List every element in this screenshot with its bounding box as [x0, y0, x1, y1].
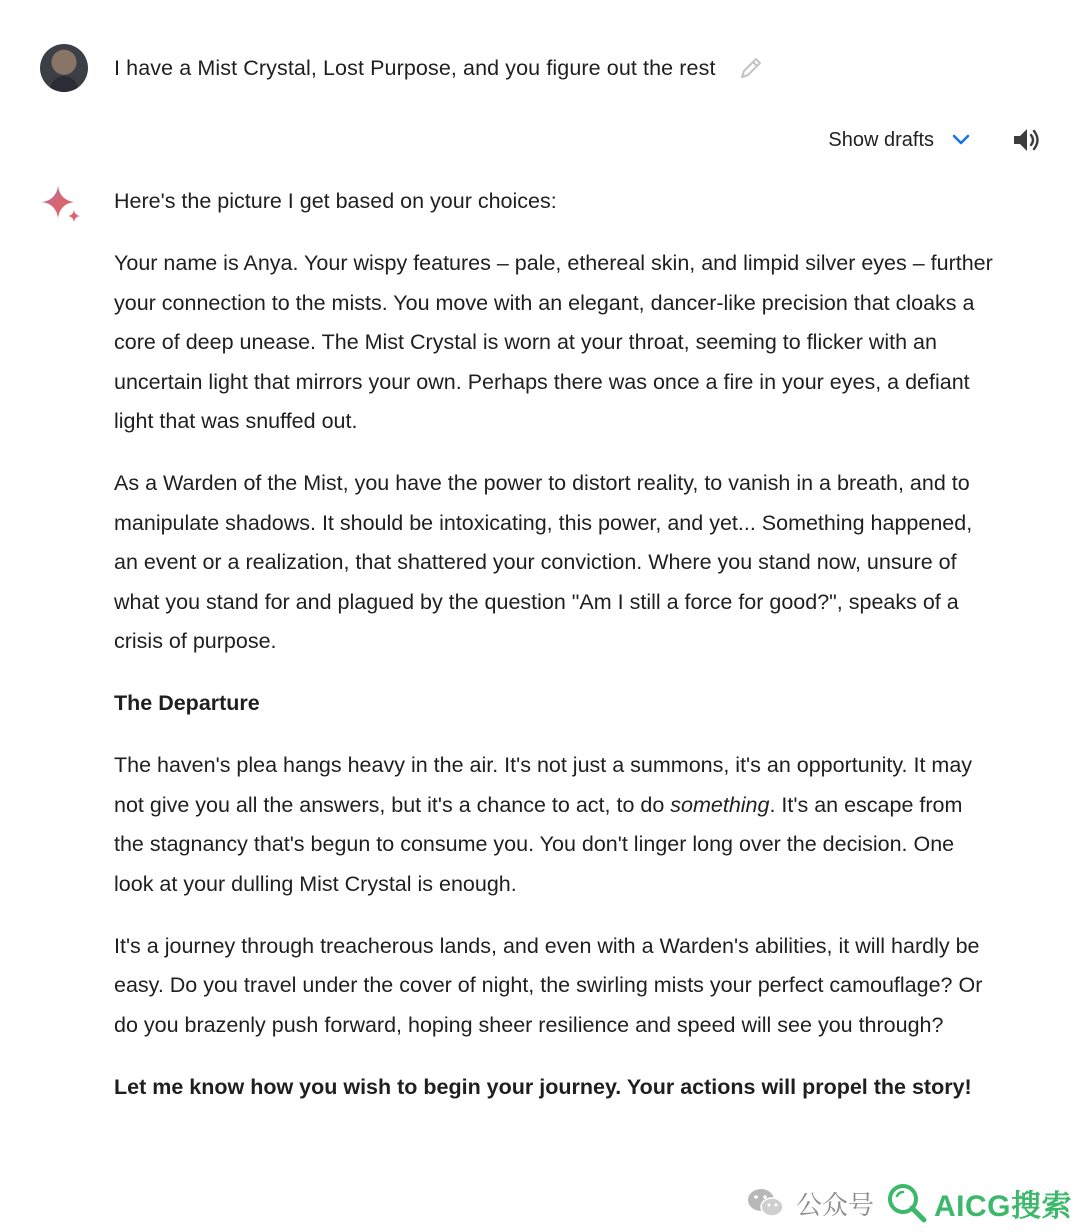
response-paragraph — [114, 746, 994, 904]
user-avatar[interactable] — [40, 44, 88, 92]
response-paragraph: Your name is Anya. Your wispy features – pale, ethereal skin, and limpid silver eyes – further your connection to the mists. You move with an elegant, dancer-like precision that cloaks a core of deep unease. The Mist Crystal is worn at your throat, seeming to flicker with an uncertain light that mirrors your own. Perhaps there was once a fire in your eyes, a defiant light that was snuffed out. — [114, 251, 993, 433]
show-drafts-button[interactable] — [828, 129, 972, 152]
show-drafts-label: Show drafts — [828, 128, 934, 151]
wechat-icon — [746, 1186, 786, 1220]
pencil-icon[interactable] — [736, 53, 766, 83]
user-prompt-text: I have a Mist Crystal, Lost Purpose, and you figure out the rest — [114, 55, 716, 80]
response-paragraph: As a Warden of the Mist, you have the power to distort reality, to vanish in a breath, and to manipulate shadows. It should be intoxicating, this power, and yet... Something happened, an event or a realization, that shattered your conviction. Where you stand now, unsure of what you stand for and plagued by the question "Am I still a force for good?", speaks of a crisis of purpose. — [114, 471, 973, 653]
paragraph-text: . It's an escape from the stagnancy that's begun to consume you. You don't linger long over the decision. One look at your dulling Mist Crystal is enough. — [114, 792, 963, 896]
gemini-sparkle-icon — [40, 184, 84, 228]
chevron-down-icon — [950, 129, 972, 151]
watermark-account-label: 公众号 — [795, 1189, 874, 1220]
response-closing: Let me know how you wish to begin your journey. Your actions will propel the story! — [114, 1074, 972, 1099]
paragraph-text: The haven's plea hangs heavy in the air. It's not just a summons, it's an opportunity. It may not give you all the answers, but it's a chance to act, to do — [114, 753, 973, 817]
watermark-brand: AICG搜索 — [934, 1190, 1072, 1223]
response-paragraph: It's a journey through treacherous lands, and even with a Warden's abilities, it will hardly be easy. Do you travel under the cover of night, the swirling mists your perfect camouflage? Or do you brazenly push forward, hoping sheer resilience and speed will see you through? — [114, 933, 983, 1037]
assistant-response — [114, 182, 994, 1107]
response-toolbar — [828, 124, 1042, 156]
speaker-icon[interactable] — [1010, 124, 1042, 156]
emphasis-text: something — [670, 792, 770, 817]
section-heading: The Departure — [114, 691, 260, 715]
response-intro: Here's the picture I get based on your choices: — [114, 189, 557, 213]
watermark — [746, 1180, 1072, 1226]
user-message — [40, 44, 766, 92]
magnifier-logo-icon — [884, 1180, 930, 1226]
